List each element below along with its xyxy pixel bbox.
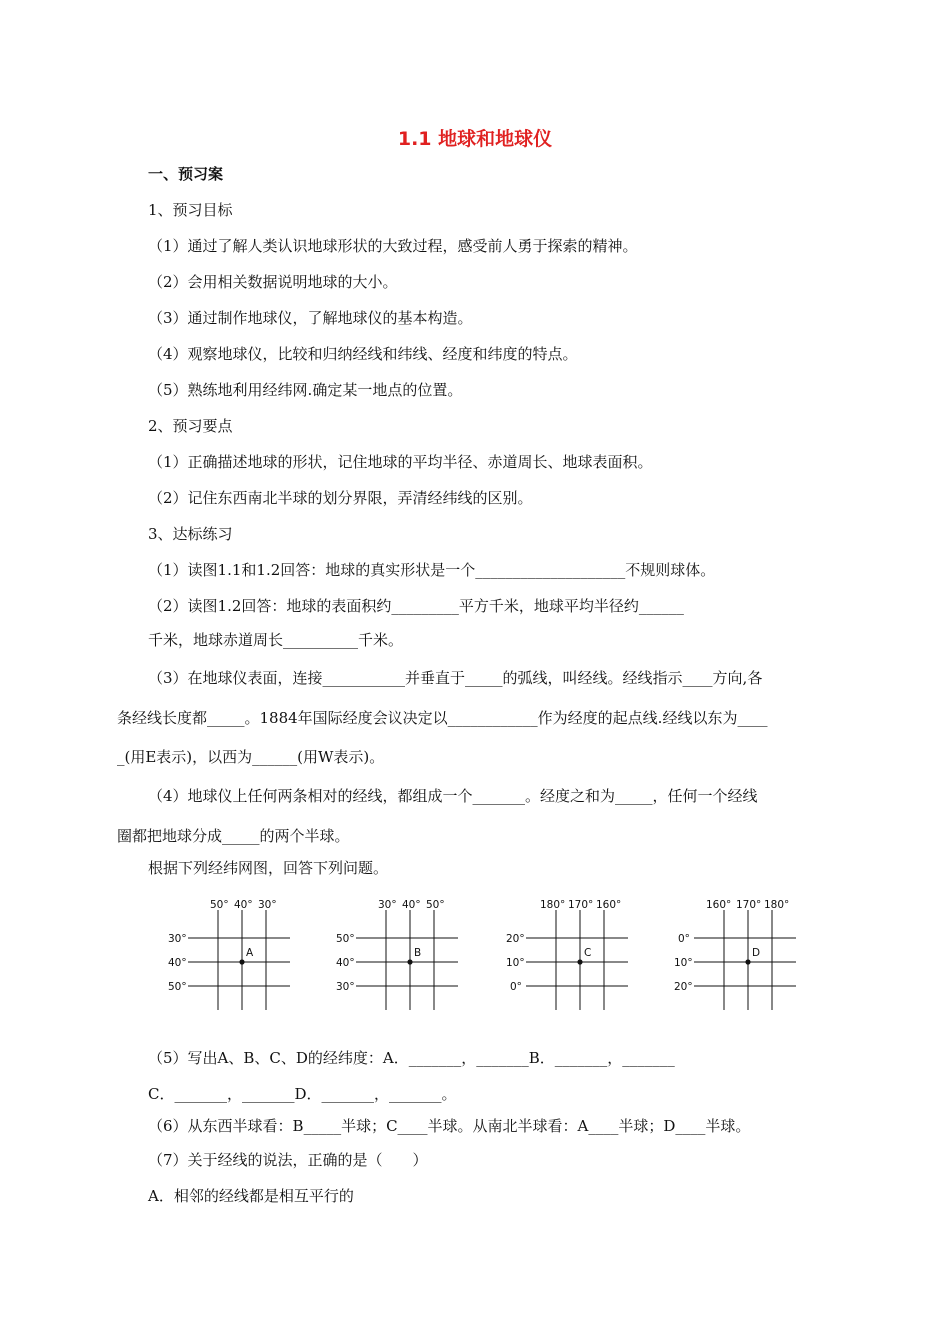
top-label: 170° bbox=[736, 899, 762, 911]
points-heading: 2、预习要点 bbox=[148, 417, 233, 435]
point-marker bbox=[239, 959, 244, 964]
left-label: 30° bbox=[168, 933, 187, 945]
point-label: C bbox=[584, 947, 592, 959]
top-label: 30° bbox=[378, 899, 397, 911]
top-label: 40° bbox=[402, 899, 421, 911]
exercise-heading: 3、达标练习 bbox=[148, 525, 233, 543]
left-label: 0° bbox=[678, 933, 690, 945]
left-label: 50° bbox=[336, 933, 355, 945]
top-label: 170° bbox=[568, 899, 594, 911]
left-label: 20° bbox=[506, 933, 525, 945]
goal-item: （5）熟练地利用经纬网.确定某一地点的位置。 bbox=[148, 381, 463, 399]
top-label: 40° bbox=[234, 899, 253, 911]
page-title: 1.1 地球和地球仪 bbox=[397, 128, 553, 150]
question-5-line2: C．_______，_______D．_______，_______。 bbox=[148, 1085, 457, 1103]
point-marker bbox=[745, 959, 750, 964]
point-label: D bbox=[752, 947, 761, 959]
point-label: A bbox=[246, 947, 254, 959]
top-label: 180° bbox=[764, 899, 790, 911]
question-2-line2: 千米，地球赤道周长__________千米。 bbox=[148, 631, 404, 649]
question-5-line1: （5）写出A、B、C、D的经纬度：A．_______，_______B．_______，_______ bbox=[148, 1049, 675, 1067]
left-label: 50° bbox=[168, 981, 187, 993]
left-label: 10° bbox=[674, 957, 693, 969]
left-label: 0° bbox=[510, 981, 522, 993]
point-marker bbox=[577, 959, 582, 964]
left-label: 30° bbox=[336, 981, 355, 993]
left-label: 40° bbox=[168, 957, 187, 969]
point-item: （1）正确描述地球的形状，记住地球的平均半径、赤道周长、地球表面积。 bbox=[148, 453, 653, 471]
point-marker bbox=[407, 959, 412, 964]
top-label: 30° bbox=[258, 899, 277, 911]
grid-diagram-d bbox=[666, 892, 816, 1017]
goals-heading: 1、预习目标 bbox=[148, 201, 233, 219]
top-label: 180° bbox=[540, 899, 566, 911]
grid-diagram-c bbox=[498, 892, 648, 1017]
goal-item: （2）会用相关数据说明地球的大小。 bbox=[148, 273, 398, 291]
grid-intro: 根据下列经纬网图，回答下列问题。 bbox=[148, 859, 389, 877]
question-2-line1: （2）读图1.2回答：地球的表面积约_________平方千米，地球平均半径约______ bbox=[148, 597, 684, 615]
section-heading-preview: 一、预习案 bbox=[148, 165, 224, 183]
question-3-line1: （3）在地球仪表面，连接___________并垂直于_____的弧线，叫经线。经线指示____方向,各 bbox=[148, 669, 763, 687]
point-item: （2）记住东西南北半球的划分界限，弄清经纬线的区别。 bbox=[148, 489, 533, 507]
grid-diagram-b bbox=[328, 892, 478, 1017]
left-label: 10° bbox=[506, 957, 525, 969]
left-label: 20° bbox=[674, 981, 693, 993]
goal-item: （4）观察地球仪，比较和归纳经线和纬线、经度和纬度的特点。 bbox=[148, 345, 578, 363]
question-4-line1: （4）地球仪上任何两条相对的经线，都组成一个_______。经度之和为_____，任何一个经线 bbox=[148, 787, 758, 805]
goal-item: （3）通过制作地球仪，了解地球仪的基本构造。 bbox=[148, 309, 473, 327]
question-3-line2: 条经线长度都_____。1884年国际经度会议决定以____________作为经度的起点线.经线以东为____ bbox=[117, 709, 768, 727]
question-3-line3: _(用E表示)，以西为______(用W表示)。 bbox=[117, 748, 385, 766]
top-label: 50° bbox=[426, 899, 445, 911]
goal-item: （1）通过了解人类认识地球形状的大致过程，感受前人勇于探索的精神。 bbox=[148, 237, 638, 255]
top-label: 50° bbox=[210, 899, 229, 911]
question-7-option-a: A．相邻的经线都是相互平行的 bbox=[148, 1187, 354, 1205]
top-label: 160° bbox=[706, 899, 732, 911]
left-label: 40° bbox=[336, 957, 355, 969]
question-6: （6）从东西半球看：B_____半球；C____半球。从南北半球看：A____半球；D____半球。 bbox=[148, 1117, 751, 1135]
question-1: （1）读图1.1和1.2回答：地球的真实形状是一个____________________不规则球体。 bbox=[148, 561, 716, 579]
question-7: （7）关于经线的说法，正确的是（ ） bbox=[148, 1151, 428, 1169]
top-label: 160° bbox=[596, 899, 622, 911]
point-label: B bbox=[414, 947, 422, 959]
question-4-line2: 圈都把地球分成_____的两个半球。 bbox=[117, 827, 350, 845]
grid-diagram-a bbox=[160, 892, 310, 1017]
